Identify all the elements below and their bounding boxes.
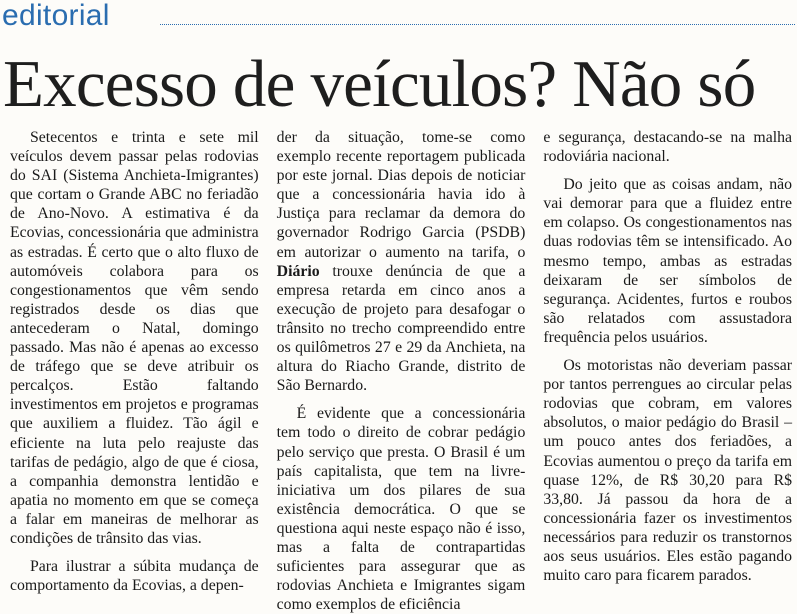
paragraph: Setecentos e trinta e sete mil veículos devem passar pelas rodovias do SAI (Sistema Anchieta-Imigrantes) que cortam o Grande ABC no feriadão de Ano-Novo. A estimativa é da Ecovias, concessionária que administra as estradas. É certo que o alto fluxo de automóveis colabora para os congestionamentos que vêm sendo registrados desde os dias que antecederam o Natal, domingo passado. Mas não é apenas ao excesso de tráfego que se deve atribuir os percalços. Estão faltando investimentos em projetos e programas que auxiliem a fluidez. Tão ágil e eficiente na luta pelo reajuste das tarifas de pedágio, algo de que é ciosa, a companhia demonstra lentidão e apatia no momento em que se começa a falar em maneiras de melhorar as condições de trânsito das vias. (10, 129, 259, 547)
newspaper-name: Diário (276, 262, 320, 280)
column-3 (543, 128, 792, 588)
paragraph: Os motoristas não deveriam passar por tantos perrengues ao circular pelas rodovias que cobram, em valores absolutos, o maior pedágio do Brasil – um pouco antes dos feriadões, a Ecovias aumentou o preço da tarifa em quase 12%, de R$ 30,20 para R$ 33,80. Já passou da hora de a concessionária fazer os investimentos necessários para reduzir os transtornos aos seus usuários. Eles estão pagando muito caro para ficarem parados. (543, 357, 793, 585)
paragraph-text: der da situação, tome-se como exemplo recente reportagem publicada por este jornal. Dias depois de noticiar que a concessionária havia ido à Justiça para reclamar da demora do governador Rodrigo Garcia (PSDB) em autorizar o aumento na tarifa, o (276, 129, 526, 261)
headline: Excesso de veículos? Não só (3, 47, 756, 121)
article-body (10, 128, 793, 614)
paragraph (277, 128, 526, 395)
section-header (2, 0, 795, 36)
paragraph: Do jeito que as coisas andam, não vai demorar para que a fluidez entre em colapso. Os congestionamentos nas duas rodovias têm se intensificado. Ao mesmo tempo, ambas as estradas deixaram de ser símbolos de segurança. Acidentes, furtos e roubos são relatados com assustadora frequência pelos usuários. (543, 176, 793, 346)
section-divider-rule (160, 24, 795, 25)
paragraph: e segurança, destacando-se na malha rodoviária nacional. (543, 129, 793, 166)
paragraph-text: trouxe denúncia de que a empresa retarda em cinco anos a execução de projeto para desafogar o trânsito no trecho compreendido entre os quilômetros 27 e 29 da Anchieta, na altura do Riacho Grande, distrito de São Bernardo. (276, 262, 526, 395)
paragraph: É evidente que a concessionária tem todo o direito de cobrar pedágio pelo serviço que presta. O Brasil é um país capitalista, que tem na livre-iniciativa um dos pilares de sua existência democrática. O que se questiona aqui neste espaço não é isso, mas a falta de contrapartidas suficientes para assegurar que as rodovias Anchieta e Imigrantes sigam como exemplos de eficiência (276, 405, 526, 614)
section-label: editorial (2, 0, 110, 32)
column-2 (276, 128, 526, 614)
paragraph: Para ilustrar a súbita mudança de comportamento da Ecovias, a depen- (10, 558, 259, 595)
column-1 (10, 128, 259, 595)
